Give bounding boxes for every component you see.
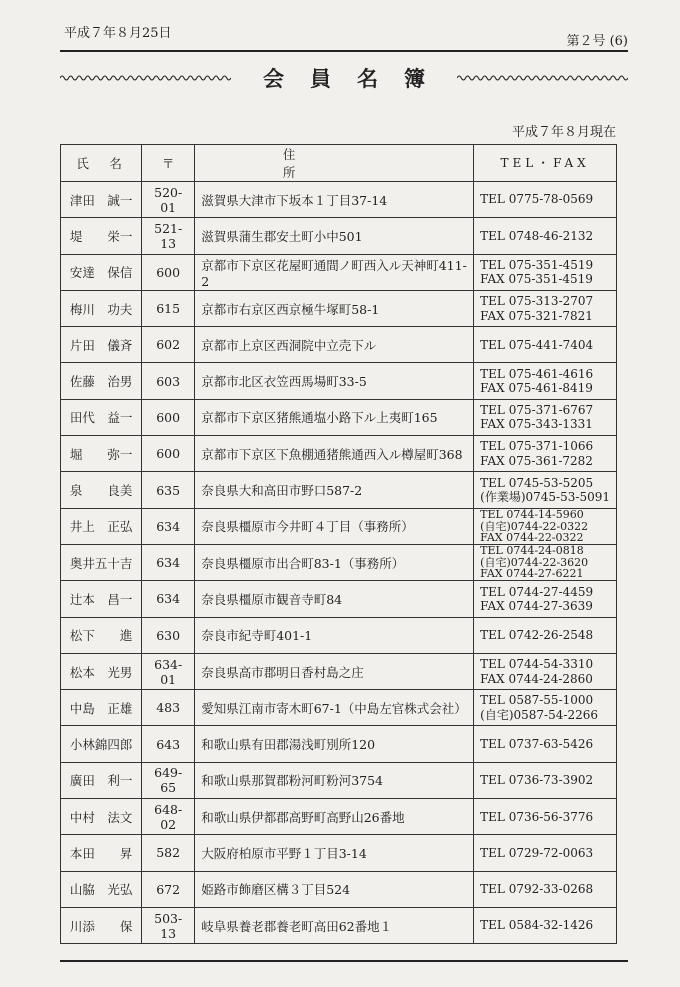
phone-number: TEL 0584-32-1426 xyxy=(480,918,594,933)
phone-number: TEL 075-371-6767 xyxy=(480,403,594,418)
postal-code: 521-13 xyxy=(142,218,195,254)
table-row xyxy=(61,799,617,835)
table-row xyxy=(61,327,617,363)
tel-fax xyxy=(474,871,617,907)
table-row xyxy=(61,436,617,472)
table-row xyxy=(61,726,617,762)
phone-number: TEL 0736-56-3776 xyxy=(480,809,594,824)
postal-code: 483 xyxy=(142,690,195,726)
phone-number: FAX 0744-27-3639 xyxy=(480,598,593,613)
phone-number: FAX 075-351-4519 xyxy=(480,272,593,287)
phone-number: TEL 0587-55-1000 xyxy=(480,693,594,708)
phone-number: TEL 075-313-2707 xyxy=(480,294,594,309)
tel-fax xyxy=(474,762,617,798)
tel-fax xyxy=(474,182,617,218)
phone-number: TEL 0742-26-2548 xyxy=(480,628,594,643)
table-row xyxy=(61,508,617,544)
member-name: 山脇 光弘 xyxy=(61,871,142,907)
table-row xyxy=(61,617,617,653)
member-name: 奥井五十吉 xyxy=(61,544,142,580)
phone-number: TEL 075-351-4519 xyxy=(480,257,594,272)
address: 滋賀県蒲生郡安土町小中501 xyxy=(195,218,474,254)
phone-number: TEL 0748-46-2132 xyxy=(480,228,594,243)
member-name: 堤 栄一 xyxy=(61,218,142,254)
address: 奈良県高市郡明日香村島之庄 xyxy=(195,653,474,689)
member-name: 本田 昇 xyxy=(61,835,142,871)
member-name: 佐藤 治男 xyxy=(61,363,142,399)
postal-code: 634 xyxy=(142,544,195,580)
table-row xyxy=(61,581,617,617)
address: 奈良県大和高田市野口587-2 xyxy=(195,472,474,508)
address: 奈良県橿原市観音寺町84 xyxy=(195,581,474,617)
table-row xyxy=(61,835,617,871)
postal-code: 600 xyxy=(142,436,195,472)
address: 奈良県橿原市今井町４丁目（事務所） xyxy=(195,508,474,544)
tel-fax xyxy=(474,436,617,472)
phone-number: TEL 075-461-4616 xyxy=(480,366,594,381)
tel-fax xyxy=(474,581,617,617)
member-name: 泉 良美 xyxy=(61,472,142,508)
phone-number: (自宅)0587-54-2266 xyxy=(480,707,598,722)
member-name: 中村 法文 xyxy=(61,799,142,835)
member-name: 小林錦四郎 xyxy=(61,726,142,762)
member-directory-table xyxy=(60,144,617,944)
postal-code: 635 xyxy=(142,472,195,508)
postal-code: 603 xyxy=(142,363,195,399)
member-name: 井上 正弘 xyxy=(61,508,142,544)
tel-fax xyxy=(474,907,617,943)
table-row xyxy=(61,399,617,435)
postal-code: 643 xyxy=(142,726,195,762)
member-name: 堀 弥一 xyxy=(61,436,142,472)
postal-code: 600 xyxy=(142,399,195,435)
title-row xyxy=(60,62,628,94)
wavy-line-right xyxy=(457,73,628,83)
table-header-row xyxy=(61,145,617,182)
address: 京都市下京区下魚棚通猪熊通西入ル樽屋町368 xyxy=(195,436,474,472)
issue-date: 平成７年８月25日 xyxy=(64,26,172,41)
phone-number: TEL 0744-54-3310 xyxy=(480,657,594,672)
wavy-line-left xyxy=(60,73,231,83)
tel-fax xyxy=(474,690,617,726)
address: 京都市右京区西京極牛塚町58-1 xyxy=(195,290,474,326)
column-header-zip: 〒 xyxy=(142,145,195,182)
postal-code: 600 xyxy=(142,254,195,290)
phone-number: TEL 0744-14-5960 xyxy=(480,508,584,521)
page-title: 会員名簿 xyxy=(263,66,451,91)
postal-code: 634 xyxy=(142,581,195,617)
postal-code: 582 xyxy=(142,835,195,871)
table-row xyxy=(61,690,617,726)
phone-number: TEL 0792-33-0268 xyxy=(480,882,594,897)
table-row xyxy=(61,182,617,218)
phone-number: TEL 0729-72-0063 xyxy=(480,845,594,860)
tel-fax xyxy=(474,544,617,580)
tel-fax xyxy=(474,290,617,326)
tel-fax xyxy=(474,508,617,544)
address: 和歌山県伊都郡高野町高野山26番地 xyxy=(195,799,474,835)
as-of-date: 平成７年８月現在 xyxy=(511,125,616,140)
phone-number: (作業場)0745-53-5091 xyxy=(480,490,610,505)
address: 岐阜県養老郡養老町高田62番地１ xyxy=(195,907,474,943)
postal-code: 634 xyxy=(142,508,195,544)
phone-number: FAX 0744-24-2860 xyxy=(480,671,593,686)
postal-code: 649-65 xyxy=(142,762,195,798)
member-name: 中島 正雄 xyxy=(61,690,142,726)
address: 京都市上京区西洞院中立売下ル xyxy=(195,327,474,363)
address: 京都市北区衣笠西馬場町33-5 xyxy=(195,363,474,399)
postal-code: 672 xyxy=(142,871,195,907)
table-row xyxy=(61,254,617,290)
postal-code: 520-01 xyxy=(142,182,195,218)
tel-fax xyxy=(474,726,617,762)
table-row xyxy=(61,762,617,798)
postal-code: 648-02 xyxy=(142,799,195,835)
phone-number: TEL 0736-73-3902 xyxy=(480,773,594,788)
phone-number: FAX 075-343-1331 xyxy=(480,417,593,432)
tel-fax xyxy=(474,472,617,508)
member-name: 川添 保 xyxy=(61,907,142,943)
member-name: 梅川 功夫 xyxy=(61,290,142,326)
phone-number: TEL 0744-27-4459 xyxy=(480,584,594,599)
address: 大阪府柏原市平野１丁目3-14 xyxy=(195,835,474,871)
member-name: 安達 保信 xyxy=(61,254,142,290)
column-header-tel-fax: TEL・FAX xyxy=(474,145,617,182)
postal-code: 630 xyxy=(142,617,195,653)
tel-fax xyxy=(474,653,617,689)
address: 滋賀県大津市下坂本１丁目37-14 xyxy=(195,182,474,218)
phone-number: (自宅)0744-22-3620 xyxy=(480,555,589,569)
postal-code: 634-01 xyxy=(142,653,195,689)
tel-fax xyxy=(474,254,617,290)
address: 奈良県橿原市出合町83-1（事務所） xyxy=(195,544,474,580)
tel-fax xyxy=(474,399,617,435)
table-row xyxy=(61,363,617,399)
phone-number: TEL 075-371-1066 xyxy=(480,439,594,454)
table-row xyxy=(61,218,617,254)
top-rule xyxy=(60,50,628,52)
member-name: 田代 益一 xyxy=(61,399,142,435)
tel-fax xyxy=(474,327,617,363)
member-name: 廣田 利一 xyxy=(61,762,142,798)
address: 愛知県江南市寄木町67-1（中島左官株式会社） xyxy=(195,690,474,726)
table-row xyxy=(61,544,617,580)
tel-fax xyxy=(474,835,617,871)
member-name: 松下 進 xyxy=(61,617,142,653)
postal-code: 503-13 xyxy=(142,907,195,943)
postal-code: 615 xyxy=(142,290,195,326)
member-name: 津田 誠一 xyxy=(61,182,142,218)
phone-number: (自宅)0744-22-0322 xyxy=(480,519,589,533)
issue-page-number: 第２号 (6) xyxy=(566,34,628,49)
column-header-name: 氏 名 xyxy=(61,145,142,182)
member-name: 片田 儀斉 xyxy=(61,327,142,363)
table-row xyxy=(61,653,617,689)
tel-fax xyxy=(474,617,617,653)
phone-number: FAX 0744-22-0322 xyxy=(480,531,584,545)
tel-fax xyxy=(474,218,617,254)
table-row xyxy=(61,871,617,907)
address: 京都市下京区猪熊通塩小路下ル上夷町165 xyxy=(195,399,474,435)
bottom-rule xyxy=(60,960,628,962)
tel-fax xyxy=(474,799,617,835)
table-row xyxy=(61,907,617,943)
phone-number: TEL 0775-78-0569 xyxy=(480,192,594,207)
table-row xyxy=(61,290,617,326)
table-row xyxy=(61,472,617,508)
tel-fax xyxy=(474,363,617,399)
phone-number: TEL 075-441-7404 xyxy=(480,337,594,352)
phone-number: FAX 075-361-7282 xyxy=(480,453,593,468)
phone-number: FAX 075-461-8419 xyxy=(480,381,593,396)
address: 姫路市飾磨区構３丁目524 xyxy=(195,871,474,907)
address: 和歌山県有田郡湯浅町別所120 xyxy=(195,726,474,762)
phone-number: FAX 0744-27-6221 xyxy=(480,567,584,581)
phone-number: FAX 075-321-7821 xyxy=(480,308,593,323)
member-name: 辻本 昌一 xyxy=(61,581,142,617)
postal-code: 602 xyxy=(142,327,195,363)
phone-number: TEL 0744-24-0818 xyxy=(480,544,584,558)
phone-number: TEL 0745-53-5205 xyxy=(480,475,594,490)
member-name: 松本 光男 xyxy=(61,653,142,689)
address: 奈良市紀寺町401-1 xyxy=(195,617,474,653)
address: 和歌山県那賀郡粉河町粉河3754 xyxy=(195,762,474,798)
column-header-address: 住 所 xyxy=(195,145,474,182)
phone-number: TEL 0737-63-5426 xyxy=(480,736,594,751)
address: 京都市下京区花屋町通間ノ町西入ル天神町411-2 xyxy=(195,254,474,290)
